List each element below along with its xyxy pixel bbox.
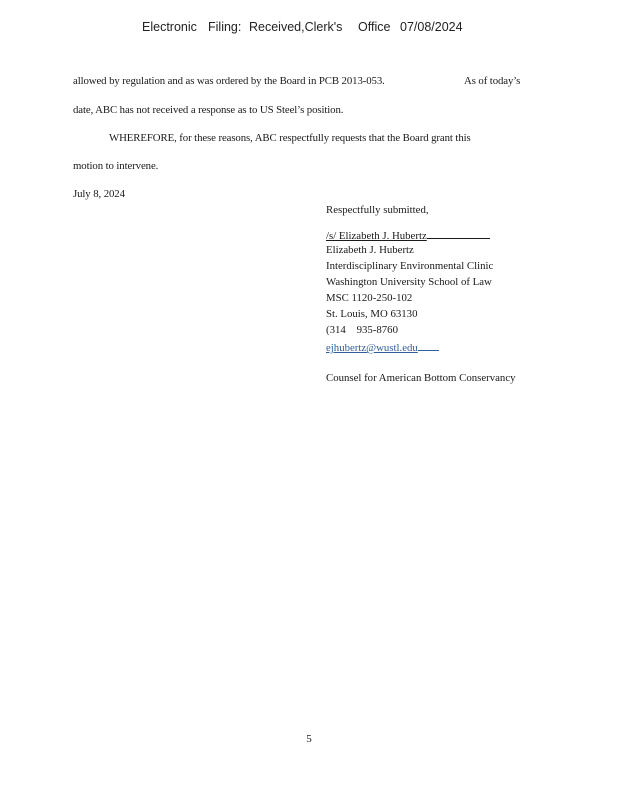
page-number: 5 xyxy=(306,733,312,745)
signature-line xyxy=(326,228,490,242)
stamp-date: 07/08/2024 xyxy=(400,20,463,34)
signer-msc: MSC 1120-250-102 xyxy=(326,292,413,304)
signature-text: /s/ Elizabeth J. Hubertz xyxy=(326,230,427,242)
signature-closing: Respectfully submitted, xyxy=(326,204,429,216)
date-line: July 8, 2024 xyxy=(73,188,125,200)
signer-school: Washington University School of Law xyxy=(326,276,492,288)
body-line-1-right: As of today’s xyxy=(464,75,521,87)
signer-city: St. Louis, MO 63130 xyxy=(326,308,418,320)
signature-underline xyxy=(427,228,490,239)
body-line-3: WHEREFORE, for these reasons, ABC respectfully requests that the Board grant this xyxy=(109,132,471,144)
stamp-word-office: Office xyxy=(358,20,391,34)
body-line-4: motion to intervene. xyxy=(73,160,159,172)
stamp-word-electronic: Electronic xyxy=(142,20,197,34)
signer-organization: Interdisciplinary Environmental Clinic xyxy=(326,260,494,272)
signer-role: Counsel for American Bottom Conservancy xyxy=(326,372,516,384)
email-underline xyxy=(418,340,439,351)
stamp-word-filing: Filing: xyxy=(208,20,242,34)
body-line-2: date, ABC has not received a response as to US Steel’s position. xyxy=(73,104,344,116)
signer-email-link[interactable]: ejhubertz@wustl.edu xyxy=(326,342,418,354)
signer-phone: (314 935-8760 xyxy=(326,324,398,336)
body-line-1-left: allowed by regulation and as was ordered by the Board in PCB 2013-053. xyxy=(73,75,385,87)
signer-name: Elizabeth J. Hubertz xyxy=(326,244,414,256)
stamp-word-received-clerks: Received,Clerk's xyxy=(249,20,343,34)
signer-email-line xyxy=(326,340,439,354)
